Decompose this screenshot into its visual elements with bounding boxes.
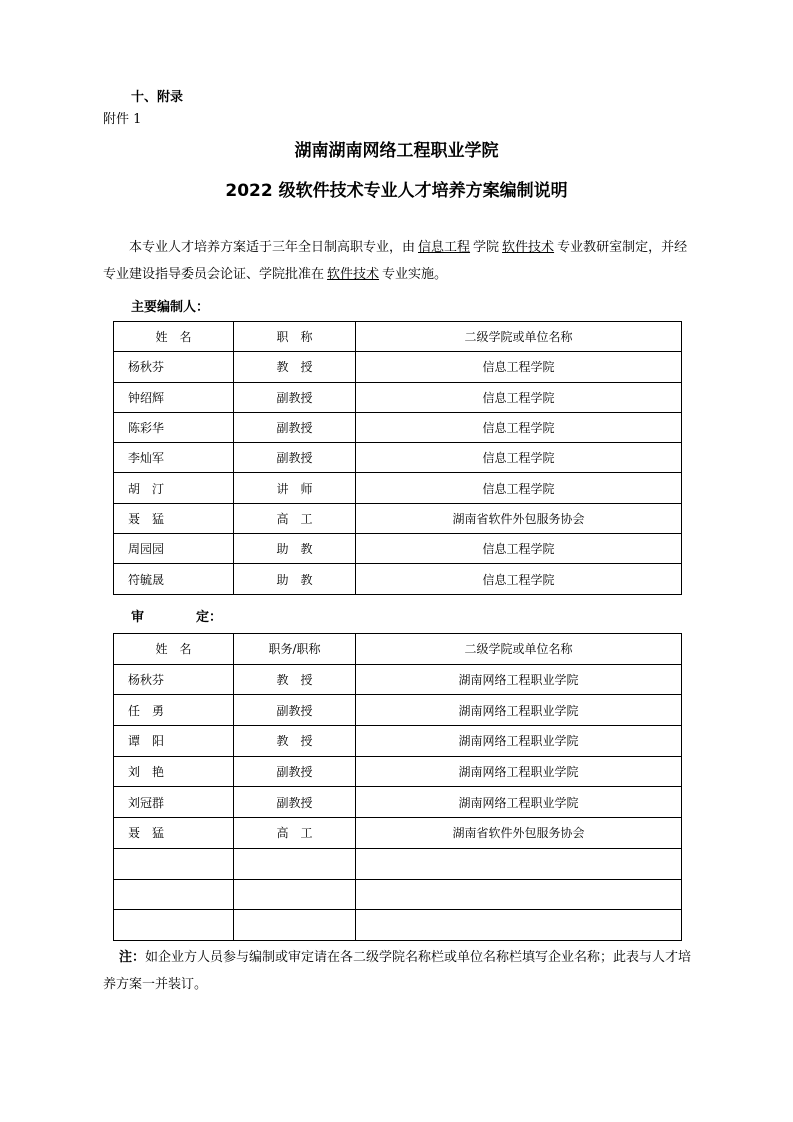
header-title: 职 称: [234, 322, 356, 352]
document-subtitle: 2022 级软件技术专业人才培养方案编制说明: [225, 181, 568, 201]
cell-title: 助 教: [234, 534, 356, 564]
cell-unit: 信息工程学院: [356, 382, 682, 412]
intro-college: 信息工程: [418, 240, 471, 255]
cell-name: [114, 848, 234, 879]
cell-title: [234, 879, 356, 910]
cell-unit: [356, 879, 682, 910]
cell-unit: 信息工程学院: [356, 534, 682, 564]
document-title: 湖南湖南网络工程职业学院: [294, 141, 499, 161]
cell-unit: 湖南网络工程职业学院: [356, 756, 682, 787]
table-row: [114, 352, 682, 382]
cell-unit: [356, 848, 682, 879]
header-name: 姓 名: [114, 322, 234, 352]
cell-name: 任 勇: [114, 695, 234, 726]
cell-name: 陈彩华: [114, 412, 234, 442]
intro-text-1: 本专业人才培养方案适于三年全日制高职专业，由: [129, 240, 416, 255]
intro-text-2: 学院: [473, 240, 500, 255]
cell-name: 李灿军: [114, 443, 234, 473]
cell-title: 教 授: [234, 726, 356, 757]
header-title: 职务/职称: [234, 634, 356, 665]
cell-name: 胡 汀: [114, 473, 234, 503]
cell-title: 副教授: [234, 695, 356, 726]
cell-unit: 信息工程学院: [356, 412, 682, 442]
footnote-text: 如企业方人员参与编制或审定请在各二级学院名称栏或单位名称栏填写企业名称；此表与人才培养方案一并装订。: [103, 950, 692, 992]
footnote: [103, 944, 693, 998]
cell-title: 副教授: [234, 443, 356, 473]
cell-name: [114, 910, 234, 941]
cell-name: 聂 猛: [114, 503, 234, 533]
attachment-label: 附件 1: [103, 112, 142, 127]
cell-unit: 信息工程学院: [356, 352, 682, 382]
cell-title: 高 工: [234, 503, 356, 533]
table-row: [114, 664, 682, 695]
cell-unit: [356, 910, 682, 941]
table-row: [114, 382, 682, 412]
intro-text-3: 专业教研室制定，并经专业建设指导委员会论证、学院批准在: [103, 240, 688, 282]
cell-name: 谭 阳: [114, 726, 234, 757]
cell-title: 助 教: [234, 564, 356, 594]
cell-unit: 湖南网络工程职业学院: [356, 726, 682, 757]
cell-unit: 信息工程学院: [356, 564, 682, 594]
cell-title: 讲 师: [234, 473, 356, 503]
table-row-empty: [114, 910, 682, 941]
cell-name: 刘冠群: [114, 787, 234, 818]
table-row: [114, 443, 682, 473]
header-name: 姓 名: [114, 634, 234, 665]
review-label-b: 定：: [196, 610, 223, 625]
table-header-row: [114, 322, 682, 352]
cell-name: 刘 艳: [114, 756, 234, 787]
cell-name: 符毓晟: [114, 564, 234, 594]
table-row: [114, 818, 682, 849]
table-row: [114, 787, 682, 818]
cell-name: 周园园: [114, 534, 234, 564]
cell-name: 杨秋芬: [114, 352, 234, 382]
cell-name: 聂 猛: [114, 818, 234, 849]
table-row: [114, 473, 682, 503]
table-row: [114, 503, 682, 533]
cell-unit: 湖南网络工程职业学院: [356, 695, 682, 726]
table-row: [114, 695, 682, 726]
editors-label: 主要编制人：: [131, 300, 210, 315]
review-table: [113, 633, 682, 941]
cell-title: 高 工: [234, 818, 356, 849]
cell-title: 教 授: [234, 352, 356, 382]
intro-major-1: 软件技术: [502, 240, 555, 255]
footnote-label: 注：: [119, 950, 146, 965]
cell-unit: 湖南省软件外包服务协会: [356, 818, 682, 849]
cell-name: [114, 879, 234, 910]
table-row: [114, 756, 682, 787]
review-label: [131, 606, 222, 625]
header-unit: 二级学院或单位名称: [356, 322, 682, 352]
cell-title: [234, 910, 356, 941]
cell-title: 教 授: [234, 664, 356, 695]
cell-title: [234, 848, 356, 879]
cell-name: 钟绍辉: [114, 382, 234, 412]
editors-table: [113, 321, 682, 595]
cell-unit: 湖南网络工程职业学院: [356, 664, 682, 695]
cell-unit: 信息工程学院: [356, 473, 682, 503]
cell-title: 副教授: [234, 382, 356, 412]
intro-text-4: 专业实施。: [382, 267, 448, 282]
table-row: [114, 726, 682, 757]
cell-unit: 湖南省软件外包服务协会: [356, 503, 682, 533]
cell-title: 副教授: [234, 756, 356, 787]
header-unit: 二级学院或单位名称: [356, 634, 682, 665]
cell-unit: 信息工程学院: [356, 443, 682, 473]
intro-major-2: 软件技术: [327, 267, 380, 282]
table-row: [114, 412, 682, 442]
table-row: [114, 564, 682, 594]
table-row: [114, 534, 682, 564]
table-row-empty: [114, 879, 682, 910]
review-label-a: 审: [131, 610, 145, 625]
cell-unit: 湖南网络工程职业学院: [356, 787, 682, 818]
cell-title: 副教授: [234, 787, 356, 818]
section-heading: 十、附录: [131, 90, 184, 105]
cell-name: 杨秋芬: [114, 664, 234, 695]
table-row-empty: [114, 848, 682, 879]
intro-paragraph: [103, 234, 693, 288]
cell-title: 副教授: [234, 412, 356, 442]
table-header-row: [114, 634, 682, 665]
